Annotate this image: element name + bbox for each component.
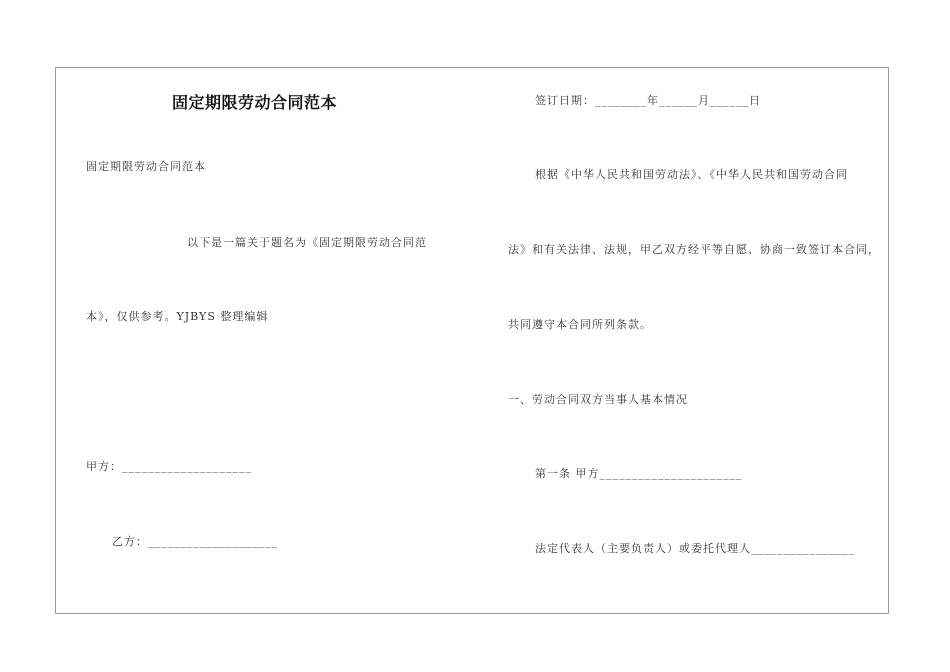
legal-representative-line: 法定代表人（主要负责人）或委托代理人________________	[535, 542, 855, 555]
intro-line-1: 以下是一篇关于题名为《固定期限劳动合同范	[187, 236, 427, 249]
paragraph-line-1: 根据《中华人民共和国劳动法》、《中华人民共和国劳动合同	[535, 168, 848, 181]
intro-line-2: 本》，仅供参考。YJBYS 整理编辑	[86, 310, 269, 323]
party-a-line: 甲方：____________________	[86, 460, 252, 473]
party-b-line: 乙方：____________________	[112, 535, 278, 548]
section-heading-1: 一、劳动合同双方当事人基本情况	[508, 393, 688, 406]
document-page-frame	[55, 67, 889, 614]
sign-date-line: 签订日期：________年______月______日	[535, 94, 761, 107]
paragraph-line-2: 法》和有关法律、法规，甲乙双方经平等自愿、协商一致签订本合同，	[508, 243, 880, 256]
paragraph-line-3: 共同遵守本合同所列条款。	[508, 318, 652, 331]
document-title: 固定期限劳动合同范本	[172, 93, 338, 112]
subtitle-text: 固定期限劳动合同范本	[86, 160, 206, 173]
article-1-line: 第一条 甲方______________________	[535, 467, 743, 480]
